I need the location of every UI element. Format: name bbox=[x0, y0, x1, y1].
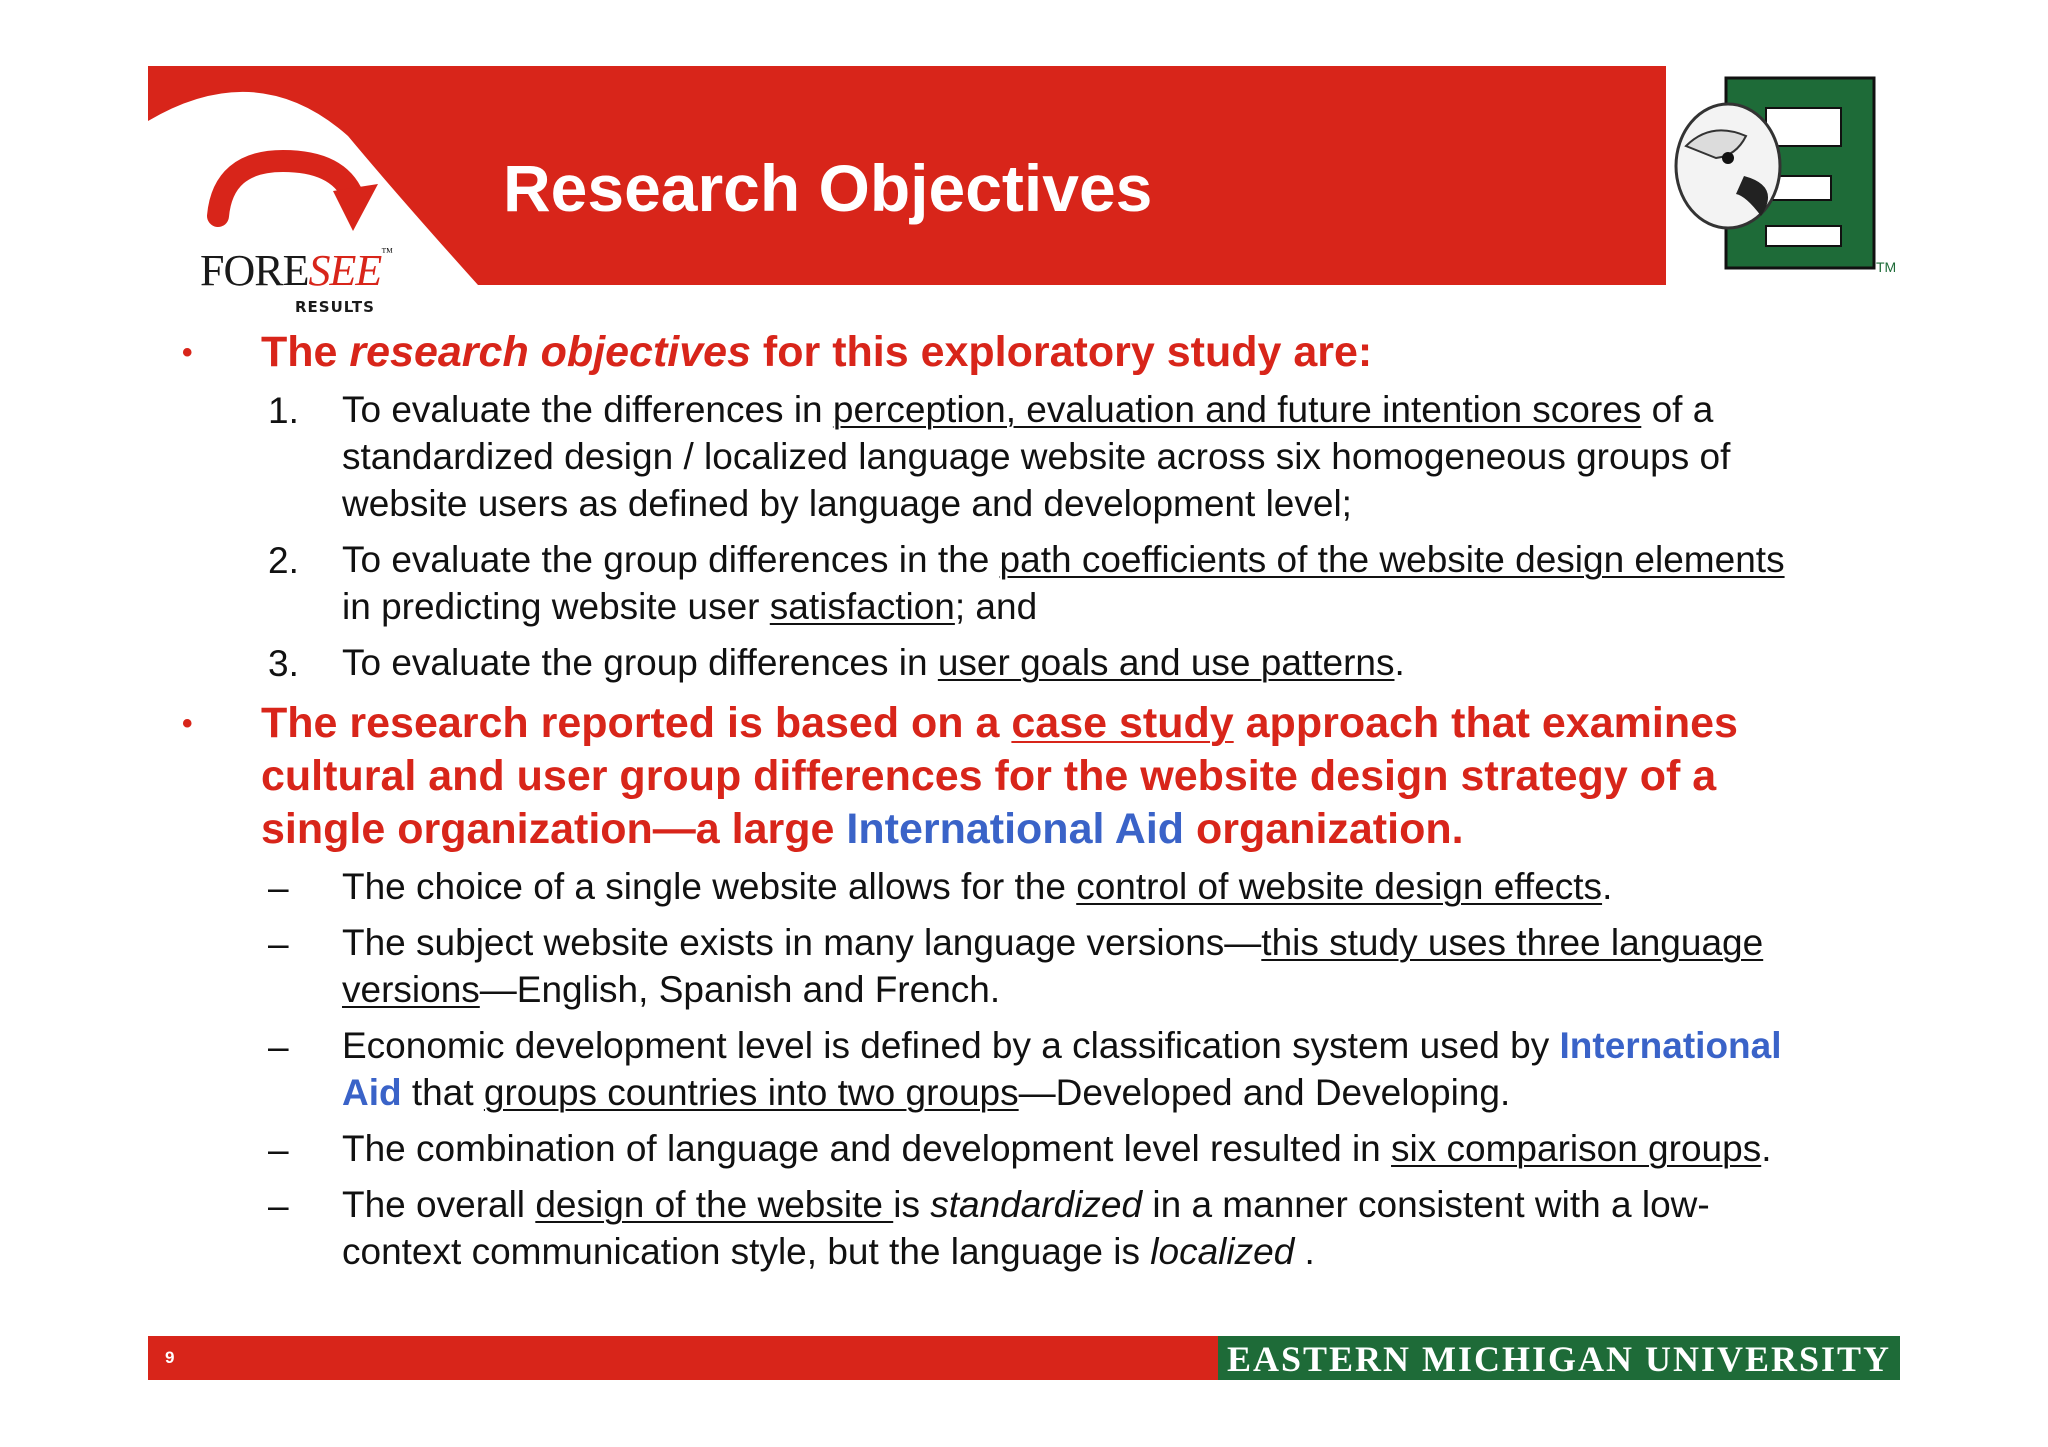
bullet-2-l3-pre: single organization—a large bbox=[261, 805, 847, 853]
dash-2-line-2 bbox=[342, 966, 1000, 1013]
dash-5-underlined: design of the website bbox=[535, 1184, 894, 1225]
bullet-2-l1-underlined: case study bbox=[1011, 699, 1234, 747]
item-2-line-1 bbox=[342, 536, 1785, 583]
emu-eagle-logo bbox=[1666, 66, 1900, 285]
dash-5-line2-italic: localized bbox=[1150, 1231, 1295, 1272]
bullet-2-line-1 bbox=[261, 697, 1738, 750]
dash-3-line2-underlined: groups countries into two groups bbox=[483, 1072, 1019, 1113]
page-number: 9 bbox=[165, 1348, 175, 1367]
dash-2-line-1 bbox=[342, 919, 1763, 966]
university-name: EASTERN MICHIGAN UNIVERSITY bbox=[1226, 1339, 1892, 1379]
bullet-dot-1: • bbox=[182, 336, 193, 369]
dash-1-marker: – bbox=[268, 867, 289, 908]
item-1-line-1 bbox=[342, 386, 1713, 433]
bullet-1-post: for this exploratory study are: bbox=[750, 328, 1373, 376]
dash-3-line-1 bbox=[342, 1022, 1782, 1069]
item-1-post: of a bbox=[1641, 389, 1714, 430]
dash-5-pre: The overall bbox=[342, 1184, 536, 1225]
brand-see: SEE bbox=[308, 246, 382, 295]
bullet-2-l1-post: approach that examines bbox=[1233, 699, 1738, 747]
dash-2-marker: – bbox=[268, 923, 289, 964]
page-title: Research Objectives bbox=[503, 151, 1153, 225]
dash-5-line-2 bbox=[342, 1228, 1315, 1275]
dash-2-underlined: this study uses three language bbox=[1261, 922, 1764, 963]
dash-5-line2-post: . bbox=[1294, 1231, 1315, 1272]
item-3-pre: To evaluate the group differences in bbox=[342, 642, 938, 683]
bullet-2-line-2: cultural and user group differences for the website design strategy of a bbox=[261, 752, 1717, 800]
bullet-2-l3-blue: International Aid bbox=[846, 805, 1185, 853]
footer-red-bar bbox=[148, 1336, 1218, 1380]
item-2-line-2 bbox=[342, 583, 1037, 630]
dash-3-line2-mid: that bbox=[401, 1072, 484, 1113]
bullet-2-line-3 bbox=[261, 803, 1464, 856]
dash-1-pre: The choice of a single website allows for the bbox=[342, 866, 1077, 907]
bullet-1-pre: The bbox=[261, 328, 350, 376]
dash-5-marker: – bbox=[268, 1185, 289, 1226]
dash-4-underlined: six comparison groups bbox=[1391, 1128, 1762, 1169]
foresee-wordmark bbox=[200, 245, 392, 296]
dash-3-marker: – bbox=[268, 1026, 289, 1067]
dash-4-pre: The combination of language and development level resulted in bbox=[342, 1128, 1392, 1169]
dash-3-blue: International bbox=[1559, 1025, 1782, 1066]
item-1-pre: To evaluate the differences in bbox=[342, 389, 833, 430]
brand-tm: ™ bbox=[381, 245, 393, 259]
dash-5-line-1 bbox=[342, 1181, 1710, 1228]
item-1-number: 1. bbox=[268, 390, 299, 431]
bullet-2-l1-pre: The research reported is based on a bbox=[261, 699, 1012, 747]
dash-3-line2-post: —Developed and Developing. bbox=[1018, 1072, 1511, 1113]
item-2-underlined: path coefficients of the website design elements bbox=[999, 539, 1785, 580]
dash-4-line-1 bbox=[342, 1125, 1771, 1172]
item-2-line2-post: ; and bbox=[954, 586, 1038, 627]
dash-3-line-2 bbox=[342, 1069, 1510, 1116]
bullet-2-l3-post: organization. bbox=[1184, 805, 1464, 853]
dash-2-line2-underlined: versions bbox=[342, 969, 480, 1010]
dash-3-line2-blue: Aid bbox=[342, 1072, 402, 1113]
dash-5-line2-pre: context communication style, but the language is bbox=[342, 1231, 1151, 1272]
dash-1-underlined: control of website design effects bbox=[1076, 866, 1603, 907]
item-2-line2-pre: in predicting website user bbox=[342, 586, 770, 627]
item-2-pre: To evaluate the group differences in the bbox=[342, 539, 1000, 580]
item-3-underlined: user goals and use patterns bbox=[937, 642, 1395, 683]
dash-2-line2-post: —English, Spanish and French. bbox=[479, 969, 1001, 1010]
item-3-number: 3. bbox=[268, 643, 299, 684]
bullet-dot-2: • bbox=[182, 707, 193, 740]
item-3-post: . bbox=[1394, 642, 1405, 683]
dash-5-post: in a manner consistent with a low- bbox=[1142, 1184, 1710, 1225]
dash-1-line-1 bbox=[342, 863, 1612, 910]
dash-5-mid: is bbox=[893, 1184, 931, 1225]
item-1-line-2: standardized design / localized language website across six homogeneous groups of bbox=[342, 436, 1731, 477]
dash-5-italic: standardized bbox=[930, 1184, 1143, 1225]
item-1-line-3: website users as defined by language and development level; bbox=[342, 483, 1352, 524]
brand-subtitle: RESULTS bbox=[295, 298, 375, 316]
bullet-1-text bbox=[261, 326, 1372, 379]
item-1-underlined: perception, evaluation and future intention scores bbox=[832, 389, 1642, 430]
bullet-1-italic: research objectives bbox=[349, 328, 751, 376]
dash-4-marker: – bbox=[268, 1129, 289, 1170]
dash-2-pre: The subject website exists in many language versions— bbox=[342, 922, 1262, 963]
item-3-line-1 bbox=[342, 639, 1405, 686]
brand-fore: FORE bbox=[200, 246, 309, 295]
dash-3-pre: Economic development level is defined by a classification system used by bbox=[342, 1025, 1560, 1066]
item-2-line2-underlined: satisfaction bbox=[769, 586, 955, 627]
dash-1-post: . bbox=[1602, 866, 1613, 907]
dash-4-post: . bbox=[1761, 1128, 1772, 1169]
emu-tm: TM bbox=[1876, 259, 1897, 275]
item-2-number: 2. bbox=[268, 540, 299, 581]
